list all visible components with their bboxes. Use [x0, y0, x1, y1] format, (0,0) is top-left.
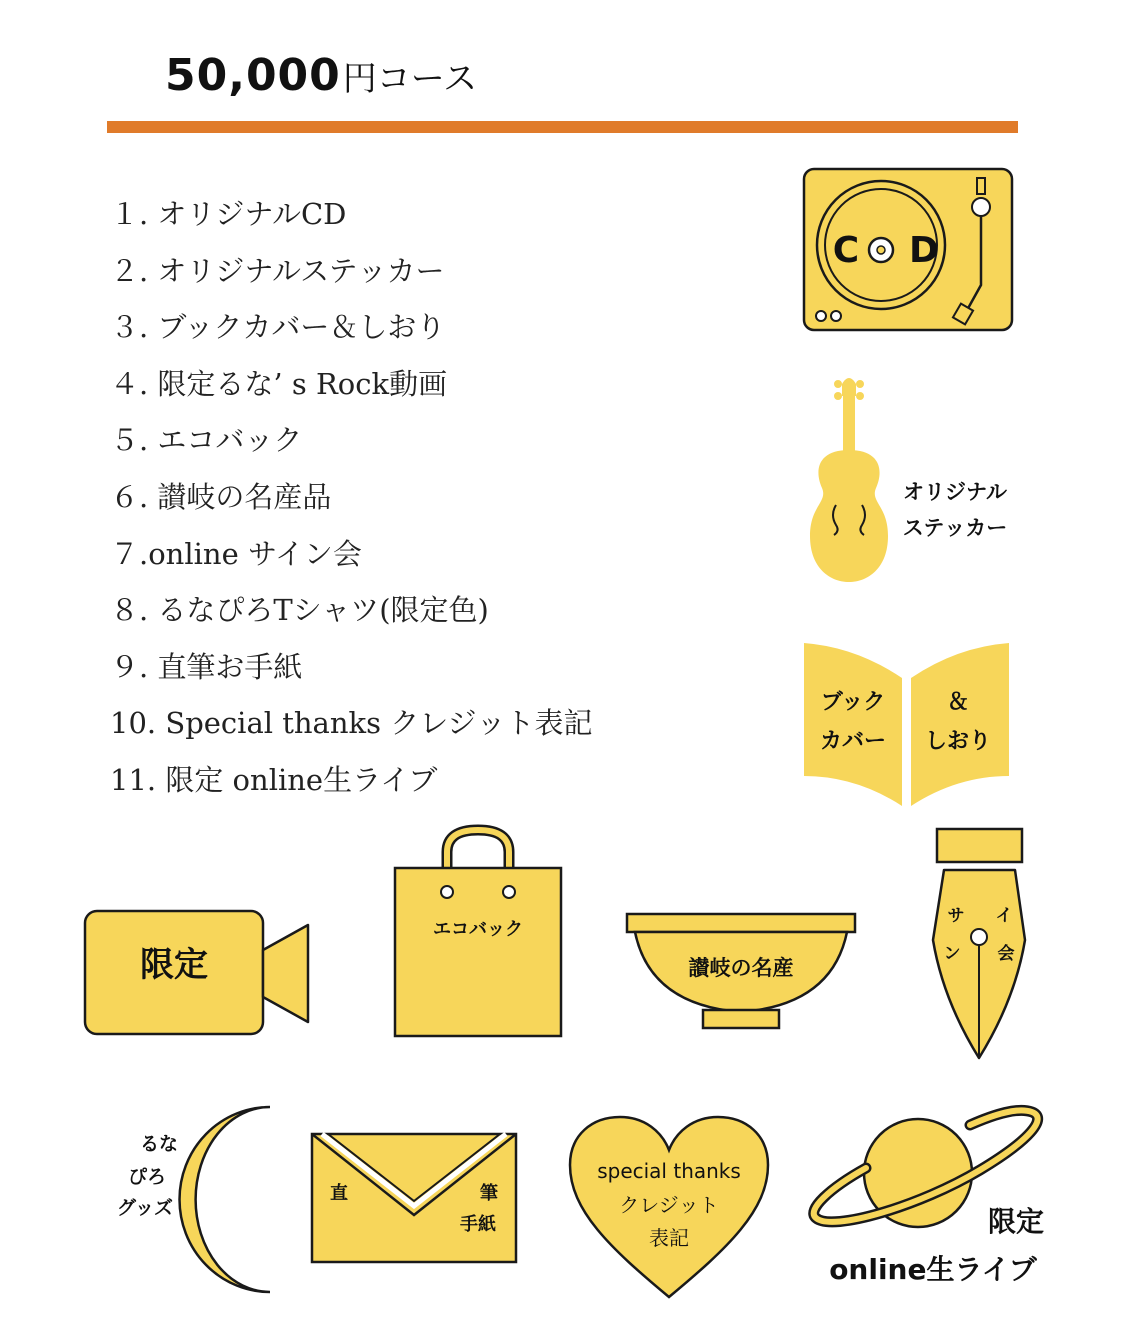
turntable-icon	[804, 169, 1012, 330]
heart-label-line3: 表記	[649, 1226, 689, 1250]
list-item: ６. 讃岐の名産品	[110, 479, 332, 514]
book-left-line2: カバー	[819, 729, 887, 754]
book-right-line1: ＆	[946, 690, 970, 715]
bowl-icon	[627, 914, 855, 1028]
list-item: １. オリジナルCD	[110, 197, 347, 231]
book-left-line1: ブック	[820, 690, 886, 715]
planet-icon	[814, 1110, 1044, 1286]
pen-label-n: ン	[943, 944, 961, 964]
planet-label-line1: 限定	[987, 1205, 1045, 1238]
pen-label-i: イ	[995, 906, 1013, 926]
cd-letter-c: C	[832, 230, 860, 271]
list-item: ４. 限定るな’ s Rock動画	[110, 366, 448, 401]
heart-icon	[570, 1117, 768, 1297]
pen-label-kai: 会	[997, 944, 1015, 964]
moon-label-line3: グッズ	[116, 1197, 174, 1219]
list-item: ５. エコバック	[110, 423, 303, 458]
course-suffix: 円コース	[342, 59, 478, 99]
moon-label-line2: ぴろ	[127, 1166, 167, 1188]
crescent-moon-icon	[117, 1107, 270, 1292]
list-item: 11. 限定 online生ライブ	[110, 762, 438, 797]
envelope-icon	[312, 1134, 516, 1262]
pen-nib-icon	[933, 829, 1025, 1058]
heart-label-line2: クレジット	[619, 1193, 719, 1217]
letter-label-right2: 手紙	[460, 1214, 496, 1235]
moon-label-line1: るな	[139, 1133, 179, 1155]
list-item: ７.online サイン会	[110, 536, 362, 571]
cd-letter-d: D	[909, 230, 939, 271]
planet-label-line2: online生ライブ	[829, 1253, 1037, 1286]
book-right-line2: しおり	[924, 729, 992, 754]
bag-label: エコバック	[433, 919, 523, 940]
list-item: ９. 直筆お手紙	[110, 649, 303, 684]
list-item: 10. Special thanks クレジット表記	[110, 706, 593, 741]
sticker-label-line1: オリジナル	[903, 480, 1007, 504]
letter-label-right1: 筆	[480, 1183, 498, 1204]
list-item: ２. オリジナルステッカー	[110, 253, 445, 288]
bowl-label: 讃岐の名産	[688, 956, 794, 980]
video-label: 限定	[140, 945, 208, 985]
heart-label-line1: special thanks	[597, 1159, 741, 1183]
pen-label-sa: サ	[947, 906, 965, 926]
list-item: ３. ブックカバー＆しおり	[110, 310, 446, 345]
letter-label-left: 直	[330, 1183, 348, 1204]
eco-bag-icon	[395, 830, 561, 1036]
course-price: 50,000	[165, 50, 341, 101]
sticker-label-line2: ステッカー	[902, 516, 1008, 540]
violin-icon	[810, 378, 1008, 582]
list-item: ８. るなぴろTシャツ(限定色)	[110, 593, 489, 628]
open-book-icon	[804, 643, 1009, 806]
video-camera-icon	[85, 911, 308, 1034]
